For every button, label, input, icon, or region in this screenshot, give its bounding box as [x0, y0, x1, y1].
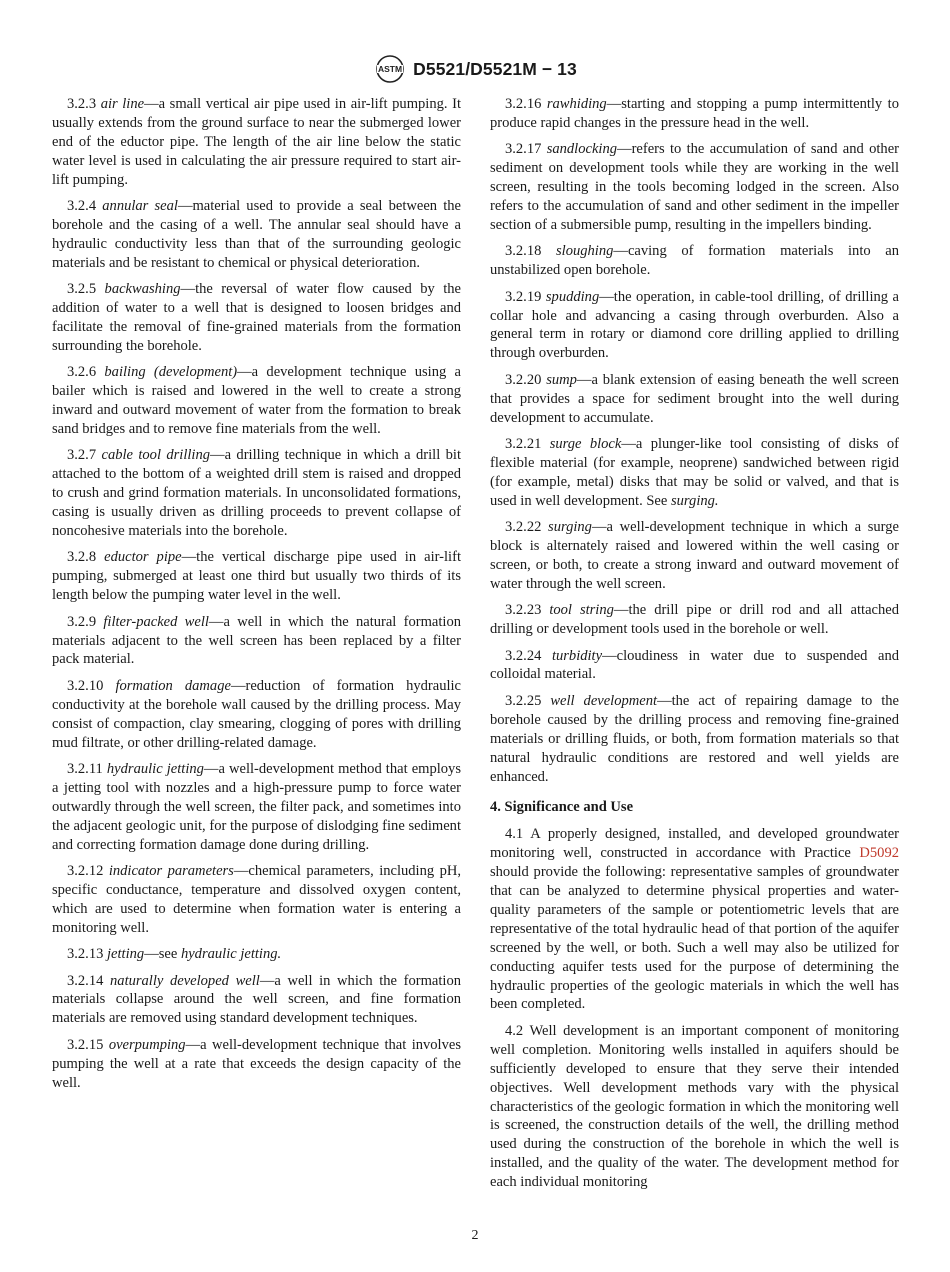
- definition-number: 3.2.12: [67, 863, 104, 880]
- left-column: [52, 95, 461, 1100]
- definition-number: 3.2.18: [505, 243, 542, 260]
- definition-number: 3.2.7: [67, 447, 97, 464]
- definition-number: 3.2.9: [67, 613, 97, 630]
- definition-paragraph: [490, 601, 899, 639]
- definition-term: air line: [100, 96, 145, 112]
- definition-text: —caving of formation materials into an unstabilized open borehole.: [490, 243, 899, 279]
- definition-term: cable tool drilling: [101, 447, 211, 464]
- definition-term: hydraulic jetting: [106, 761, 204, 777]
- definition-paragraph: [490, 435, 899, 511]
- definition-term: rawhiding: [546, 96, 607, 112]
- definition-term: tool string: [549, 602, 614, 619]
- definition-number: 3.2.22: [505, 519, 542, 536]
- definition-number: 3.2.5: [67, 281, 97, 298]
- right-column: [490, 95, 899, 1200]
- page-number: 2: [471, 1228, 479, 1243]
- paragraph-4-1: 4.1 A properly designed, installed, and developed groundwater monitoring well, constructed in accordance with Practice D5092 should provide the following: representative samples of groundwater that can be analyzed to determine physical properties and water-quality parameters of the sample or potentiometric levels that are representative of the total hydraulic head of that portion of the aquifer screened by the well, or both. Such a well may also be utilized for conducting aquifer tests used for the purpose of determining the hydraulic properties of the geologic materials in which the well has been completed.: [490, 826, 899, 1013]
- definition-text: —a small vertical air pipe used in air-lift pumping. It usually extends from the ground surface to near the submerged lower end of the eductor pipe. The length of the air line below the static water level is used in calculating the air pressure required to start air-lift pumping.: [52, 96, 461, 188]
- definition-term: eductor pipe: [104, 549, 182, 566]
- definition-term: well development: [550, 692, 658, 709]
- definition-number: 3.2.23: [505, 602, 542, 619]
- definition-text: —reduction of formation hydraulic conductivity at the borehole wall caused by the drilling process. May consist of compaction, clay smearing, clogging of pores with drilling mud filtrate, or other drilling-related damage.: [52, 677, 462, 751]
- definition-text: —a blank extension of easing beneath the well screen that provides a space for sediment brought into the well during development to accumulate.: [490, 371, 899, 426]
- definition-text: —a well-development method that employs a jetting tool with nozzles and a high-pressure pump to force water outwardly through the well screen, the filter pack, and sometimes into the adjacent geologic unit, for the purpose of dislodging fine sediment and correcting formation damage done during drilling.: [52, 761, 461, 853]
- definition-term: sandlocking: [546, 141, 618, 158]
- definition-text: —the vertical discharge pipe used in air-lift pumping, submerged at least one third but usually two thirds of its length below the pumping water level in the well.: [52, 549, 461, 604]
- astm-logo-icon: [373, 54, 407, 84]
- definition-number: 3.2.21: [505, 436, 542, 452]
- definition-term: formation damage: [115, 677, 231, 694]
- definition-text: —see: [144, 946, 181, 963]
- definition-text: —the reversal of water flow caused by the addition of water to a well that is designed to loosen bridges and facilitate the removal of fine-grained materials from the formation surrounding the borehole.: [52, 281, 461, 354]
- definition-term: spudding: [545, 288, 600, 305]
- definition-term: filter-packed well: [103, 613, 209, 630]
- definition-text: —the act of repairing damage to the borehole caused by the drilling process and removing fine-grained materials or drilling fluids, or both, from formation materials so that natural hydraulic conditions are restored and well yields are enhanced.: [490, 692, 900, 785]
- definition-text: —a well-development technique that involves pumping the well at a rate that exceeds the design capacity of the well.: [52, 1036, 461, 1091]
- cross-reference: hydraulic jetting.: [180, 946, 282, 963]
- cross-reference: surging.: [670, 492, 719, 509]
- definition-number: 3.2.16: [505, 96, 542, 112]
- definition-term: sump: [546, 371, 577, 388]
- definition-number: 3.2.15: [67, 1036, 104, 1053]
- definition-text: —chemical parameters, including pH, specific conductance, temperature and dissolved oxygen content, which are used to determine when formation water is entering a monitoring well.: [52, 863, 461, 936]
- definition-number: 3.2.11: [67, 761, 103, 777]
- definition-text: —the operation, in cable-tool drilling, of drilling a collar hole and advancing a casing through overburden. Also a general term in rotary or diamond core drilling applied to drilling through overburden.: [490, 288, 899, 362]
- definition-number: 3.2.14: [67, 972, 104, 989]
- definition-term: sloughing: [556, 243, 614, 260]
- definition-text: —cloudiness in water due to suspended and colloidal material.: [490, 647, 899, 683]
- definition-term: overpumping: [108, 1036, 186, 1053]
- definition-paragraph: [52, 446, 461, 541]
- definition-term: surge block: [549, 436, 622, 452]
- definition-paragraph: [52, 363, 461, 439]
- definition-number: 3.2.25: [505, 692, 542, 709]
- definition-paragraph: [490, 371, 899, 428]
- definition-paragraph: [490, 140, 899, 235]
- definition-number: 3.2.6: [67, 364, 97, 381]
- definition-text: —a plunger-like tool consisting of disks of flexible material (for example, neoprene) sandwiched between rigid (for example, metal) disks that may be solid or valved, and that is used in well development. See: [490, 436, 899, 509]
- definition-paragraph: [490, 692, 899, 787]
- standard-designation: D5521/D5521M − 13: [413, 58, 577, 79]
- definition-number: 3.2.24: [505, 647, 542, 664]
- definition-text: —a drilling technique in which a drill bit attached to the bottom of a weighted drill stem is raised and dropped to crush and grind formation materials. In unconsolidated formations, casing is usually driven as drilling proceeds to prevent collapse of noncohesive materials into the borehole.: [52, 447, 461, 540]
- standard-link-d5092[interactable]: D5092: [859, 845, 899, 862]
- definition-number: 3.2.20: [505, 371, 542, 388]
- definition-text: —a development technique using a bailer which is raised and lowered in the well to create a strong inward and outward movement of water from the formation to break sand bridges and to remove fine materials from the well.: [52, 364, 461, 437]
- svg-text:ASTM: ASTM: [378, 64, 403, 75]
- definition-paragraph: [52, 197, 461, 273]
- definition-text: —a well-development technique in which a surge block is alternately raised and lowered within the well casing or screen, or both, to create a strong inward and outward movement of water through the well screen.: [490, 519, 899, 592]
- definition-number: 3.2.4: [67, 198, 97, 215]
- definition-number: 3.2.13: [67, 946, 104, 963]
- definition-paragraph: [52, 280, 461, 356]
- definition-term: turbidity: [551, 647, 603, 664]
- definition-paragraph: [52, 972, 461, 1029]
- definition-text: —a well in which the natural formation materials adjacent to the well screen has been replaced by a filter pack material.: [52, 613, 461, 668]
- definition-term: surging: [548, 519, 592, 536]
- definition-paragraph: [490, 242, 899, 280]
- definition-paragraph: [52, 677, 461, 753]
- definition-text: —the drill pipe or drill rod and all attached drilling or development tools used in the borehole or well.: [490, 602, 899, 638]
- section-heading: 4. Significance and Use: [490, 799, 634, 816]
- definition-term: backwashing: [104, 281, 181, 298]
- definition-paragraph: [490, 518, 899, 594]
- definition-paragraph: [490, 288, 899, 364]
- definition-text: —a well in which the formation materials collapse around the well screen, and fine formation materials are removed using standard development techniques.: [52, 972, 461, 1027]
- right-definitions: [490, 95, 899, 786]
- paragraph-4-2: 4.2 Well development is an important component of monitoring well completion. Monitoring wells installed in aquifers should be sufficiently developed to ensure that they serve their intended objectives. Well development methods vary with the physical characteristics of the geologic formation in which the monitoring well is screened, the construction details of the well, the drilling method used during the construction of the borehole in which the well is installed, and the quality of the water. The development method for each individual monitoring: [490, 1022, 899, 1191]
- definition-paragraph: [52, 95, 461, 190]
- definition-paragraph: [52, 862, 461, 938]
- definition-paragraph: [52, 945, 461, 964]
- definition-number: 3.2.8: [67, 549, 97, 566]
- page-header: [0, 52, 950, 86]
- definition-number: 3.2.19: [505, 288, 542, 305]
- definition-term: indicator parameters: [108, 863, 234, 880]
- definition-text: —refers to the accumulation of sand and other sediment on development tools while they are working in the well screen, resulting in the tools becoming lodged in the screen. Also refers to the accumulation of sand and other sediment in the impeller section of a submersible pump, resulting in the impellers binding.: [490, 141, 900, 233]
- definition-term: bailing (development): [104, 364, 238, 381]
- definition-paragraph: [52, 1036, 461, 1093]
- definition-paragraph: [490, 647, 899, 685]
- definition-paragraph: [490, 95, 899, 133]
- definition-paragraph: [52, 613, 461, 670]
- definition-text: —material used to provide a seal between the borehole and the casing of a well. The annular seal should have a hydraulic conductivity less than that of the surrounding geologic materials and be resistant to chemical or physical deterioration.: [52, 198, 462, 271]
- definition-term: annular seal: [102, 198, 178, 215]
- definition-term: jetting: [107, 946, 145, 963]
- definition-number: 3.2.17: [505, 141, 542, 158]
- definition-paragraph: [52, 548, 461, 605]
- definition-number: 3.2.10: [67, 677, 104, 694]
- definition-term: naturally developed well: [110, 972, 260, 989]
- definition-number: 3.2.3: [67, 96, 97, 112]
- definition-text: —starting and stopping a pump intermittently to produce rapid changes in the pressure head in the well.: [490, 96, 899, 131]
- definition-paragraph: [52, 760, 461, 855]
